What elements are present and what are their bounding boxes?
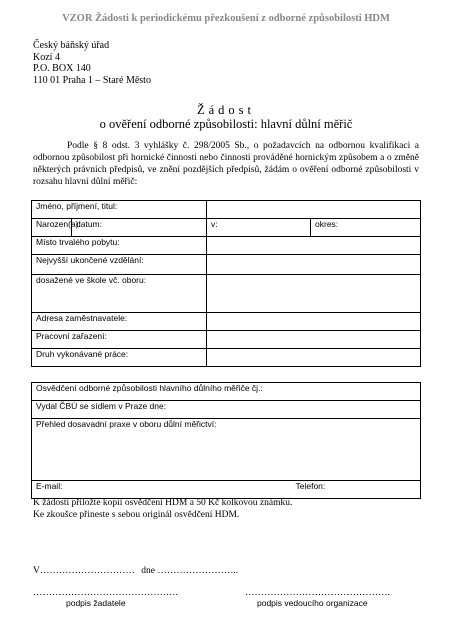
manager-signature-caption: podpis vedoucího organizace [257,598,368,608]
applicant-signature-line[interactable]: ………………………………………. [33,588,178,598]
education-field[interactable] [207,255,421,275]
note-line: Ke zkoušce přineste s sebou originál osvědčení HDM. [33,510,240,520]
form-header: VZOR Žádosti k periodickému přezkoušení z odborné způsobilosti HDM [62,13,390,24]
district-field[interactable] [311,219,421,237]
residence-field[interactable] [207,237,421,255]
employer-field[interactable] [207,313,421,331]
employer-label: Adresa zaměstnavatele: [32,313,207,331]
address-line: 110 01 Praha 1 – Staré Město [33,74,151,86]
residence-label: Místo trvalého pobytu: [32,237,207,255]
place-label: v: [211,219,218,229]
place-field[interactable]: ………………………… [39,566,135,576]
work-field[interactable] [207,349,421,367]
district-label: okres: [315,219,339,229]
date-prefix: dne [141,566,155,576]
address-line: P.O. BOX 140 [33,63,91,74]
date-label: datum: [76,219,102,229]
certificate-label: Osvědčení odborné způsobilosti hlavního důlního měřiče čj.: [36,383,263,393]
name-field[interactable] [207,201,421,219]
personal-info-table [31,200,421,367]
phone-field[interactable] [282,481,421,499]
issued-field[interactable] [32,401,421,419]
notes [33,497,292,521]
position-field[interactable] [207,331,421,349]
email-field[interactable] [32,481,282,499]
school-field[interactable] [207,275,421,313]
name-label: Jméno, příjmení, titul: [32,201,207,219]
form-title [0,103,452,131]
birth-date-field[interactable] [72,219,207,237]
manager-signature-line[interactable]: ………………………………………. [245,588,390,598]
practice-field[interactable] [32,419,421,481]
school-label: dosažené ve škole vč. oboru: [32,275,207,313]
intro-paragraph: Podle § 8 odst. 3 vyhlášky č. 298/2005 Sb., o požadavcích na odbornou kvalifikaci a odbornou způsobilost při hornické činnosti nebo činnosti prováděné hornickým způsobem a o změně některých právních předpisů, ve znění pozdějších předpisů, žádám o ověření odborné způsobilosti v rozsahu hlavní důlní měřič: [33,141,419,187]
work-label: Druh vykonávané práce: [32,349,207,367]
place-prefix: V [33,566,40,576]
phone-label: Telefon: [295,481,326,491]
birth-place-field[interactable] [207,219,311,237]
born-label: Narozen(a): [32,219,72,237]
address-line: Český báňský úřad [33,40,110,51]
practice-label: Přehled dosavadní praxe v oboru důlní měřictví: [36,419,217,429]
position-label: Pracovní zařazení: [32,331,207,349]
certificate-field[interactable] [32,383,421,401]
education-label: Nejvyšší ukončené vzdělání: [32,255,207,275]
place-date-line [33,566,238,576]
address-line: Kozí 4 [33,51,60,63]
date-field[interactable]: …………………….. [157,566,239,576]
recipient-address [33,40,151,86]
qualification-table [31,382,421,499]
email-label: E-mail: [36,481,63,491]
title-subtitle: o ověření odborné způsobilosti: hlavní důlní měřič [99,117,353,131]
title-main: Žádost [196,103,256,117]
note-line: K žádosti přiložte kopii osvědčení HDM a 50 Kč kolkovou známku. [33,498,293,508]
applicant-signature-caption: podpis žadatele [66,598,126,608]
issued-label: Vydal ČBÚ se sídlem v Praze dne: [36,401,167,411]
